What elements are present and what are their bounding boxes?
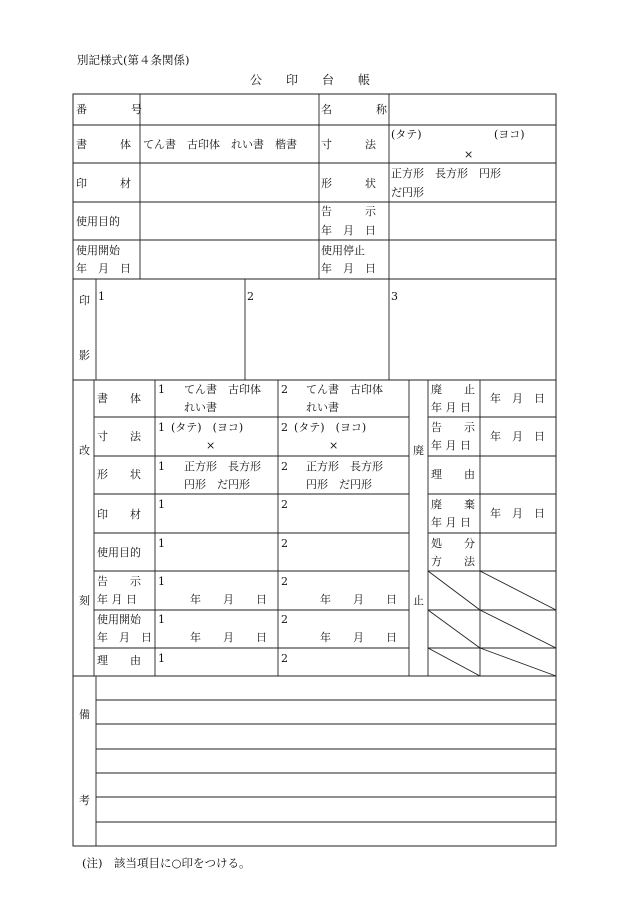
rev-material-number-1: 1 xyxy=(158,498,165,511)
revision-label-1: 改 xyxy=(79,444,90,457)
notice-label: 告 示 xyxy=(321,205,376,218)
size-tate: (タテ) xyxy=(391,128,422,141)
shape-options-1: 正方形 長方形 円形 xyxy=(391,167,501,180)
disposal-method-label: 方 法 xyxy=(431,555,475,568)
seal-label-2: 影 xyxy=(79,349,90,362)
rev-notice-date-label: 年 月 日 xyxy=(97,593,137,606)
rev-size-times-2: × xyxy=(329,439,339,452)
rev-notice-date-1: 年 月 日 xyxy=(190,593,267,606)
rev-notice-label: 告 示 xyxy=(97,575,141,588)
rev-start-number-1: 1 xyxy=(158,613,165,626)
rev-shape-number-1: 1 xyxy=(158,460,165,473)
rev-purpose-number-1: 1 xyxy=(158,537,165,550)
abolition-notice-label: 告 示 xyxy=(431,421,475,434)
rev-size-label: 寸 法 xyxy=(97,430,141,443)
seal-number-3: 3 xyxy=(391,290,398,303)
disposal-label: 処 分 xyxy=(431,537,475,550)
discard-date: 年 月 日 xyxy=(490,507,545,520)
rev-style-options-1b: れい書 xyxy=(184,401,217,414)
rev-reason-label: 理 由 xyxy=(97,654,141,667)
abolish-date: 年 月 日 xyxy=(490,392,545,405)
number-label: 番 号 xyxy=(76,103,142,116)
rev-start-date-2: 年 月 日 xyxy=(320,631,397,644)
rev-shape-options-2a: 正方形 長方形 xyxy=(306,460,383,473)
seal-label-1: 印 xyxy=(79,294,90,307)
rev-material-number-2: 2 xyxy=(281,498,288,511)
shape-options-2: だ円形 xyxy=(391,186,424,199)
stop-label: 使用停止 xyxy=(321,244,365,257)
rev-shape-number-2: 2 xyxy=(281,460,288,473)
rev-size-options-2: (タテ) (ヨコ) xyxy=(294,421,367,434)
rev-style-options-2a: てん書 古印体 xyxy=(306,383,383,396)
abolish-label: 廃 止 xyxy=(431,383,475,396)
rev-size-times-1: × xyxy=(206,439,216,452)
abolition-notice-date: 年 月 日 xyxy=(490,430,545,443)
page-title: 公 印 台 帳 xyxy=(250,73,371,87)
seal-number-1: 1 xyxy=(98,290,105,303)
notice-date-label: 年 月 日 xyxy=(321,224,376,237)
rev-style-options-2b: れい書 xyxy=(306,401,339,414)
rev-size-number-1: 1 xyxy=(158,421,165,434)
discard-label: 廃 棄 xyxy=(431,498,475,511)
shape-label: 形 状 xyxy=(321,177,376,190)
rev-reason-number-1: 1 xyxy=(158,652,165,665)
rev-shape-options-2b: 円形 だ円形 xyxy=(306,478,372,491)
rev-style-number-2: 2 xyxy=(281,383,288,396)
rev-shape-label: 形 状 xyxy=(97,468,141,481)
style-options: てん書 古印体 れい書 楷書 xyxy=(143,138,297,151)
footer-note: (注) 該当項目に○印をつける。 xyxy=(82,856,251,870)
rev-material-label: 印 材 xyxy=(97,508,141,521)
stop-date-label: 年 月 日 xyxy=(321,262,376,275)
style-label: 書 体 xyxy=(76,138,131,151)
rev-purpose-number-2: 2 xyxy=(281,537,288,550)
rev-size-options-1: (タテ) (ヨコ) xyxy=(171,421,244,434)
rev-style-options-1a: てん書 古印体 xyxy=(184,383,261,396)
rev-shape-options-1a: 正方形 長方形 xyxy=(184,460,261,473)
seal-number-2: 2 xyxy=(247,290,254,303)
rev-start-date-1: 年 月 日 xyxy=(190,631,267,644)
rev-notice-number-1: 1 xyxy=(158,575,165,588)
rev-shape-options-1b: 円形 だ円形 xyxy=(184,478,250,491)
abolition-label-2: 止 xyxy=(413,594,424,607)
rev-style-number-1: 1 xyxy=(158,383,165,396)
rev-reason-number-2: 2 xyxy=(281,652,288,665)
remarks-label-2: 考 xyxy=(79,794,90,807)
size-times: × xyxy=(464,148,474,161)
purpose-label: 使用目的 xyxy=(76,215,120,228)
abolition-label-1: 廃 xyxy=(413,444,424,457)
rev-size-number-2: 2 xyxy=(281,421,288,434)
abolition-notice-date-label: 年 月 日 xyxy=(431,439,471,452)
rev-start-date-label: 年 月 日 xyxy=(97,631,152,644)
abolish-date-label: 年 月 日 xyxy=(431,401,471,414)
start-date-label: 年 月 日 xyxy=(76,262,131,275)
start-label: 使用開始 xyxy=(76,244,120,257)
material-label: 印 材 xyxy=(76,177,131,190)
size-yoko: (ヨコ) xyxy=(494,128,525,141)
discard-date-label: 年 月 日 xyxy=(431,516,471,529)
rev-purpose-label: 使用目的 xyxy=(97,546,141,559)
rev-style-label: 書 体 xyxy=(97,392,141,405)
rev-notice-number-2: 2 xyxy=(281,575,288,588)
abolition-reason-label: 理 由 xyxy=(431,468,475,481)
name-label: 名 称 xyxy=(321,103,387,116)
rev-notice-date-2: 年 月 日 xyxy=(320,593,397,606)
remarks-label-1: 備 xyxy=(79,708,90,721)
rev-start-number-2: 2 xyxy=(281,613,288,626)
rev-start-label: 使用開始 xyxy=(97,613,141,626)
form-number: 別記様式(第４条関係) xyxy=(77,53,190,67)
revision-label-2: 刻 xyxy=(79,594,90,607)
size-label: 寸 法 xyxy=(321,138,376,151)
